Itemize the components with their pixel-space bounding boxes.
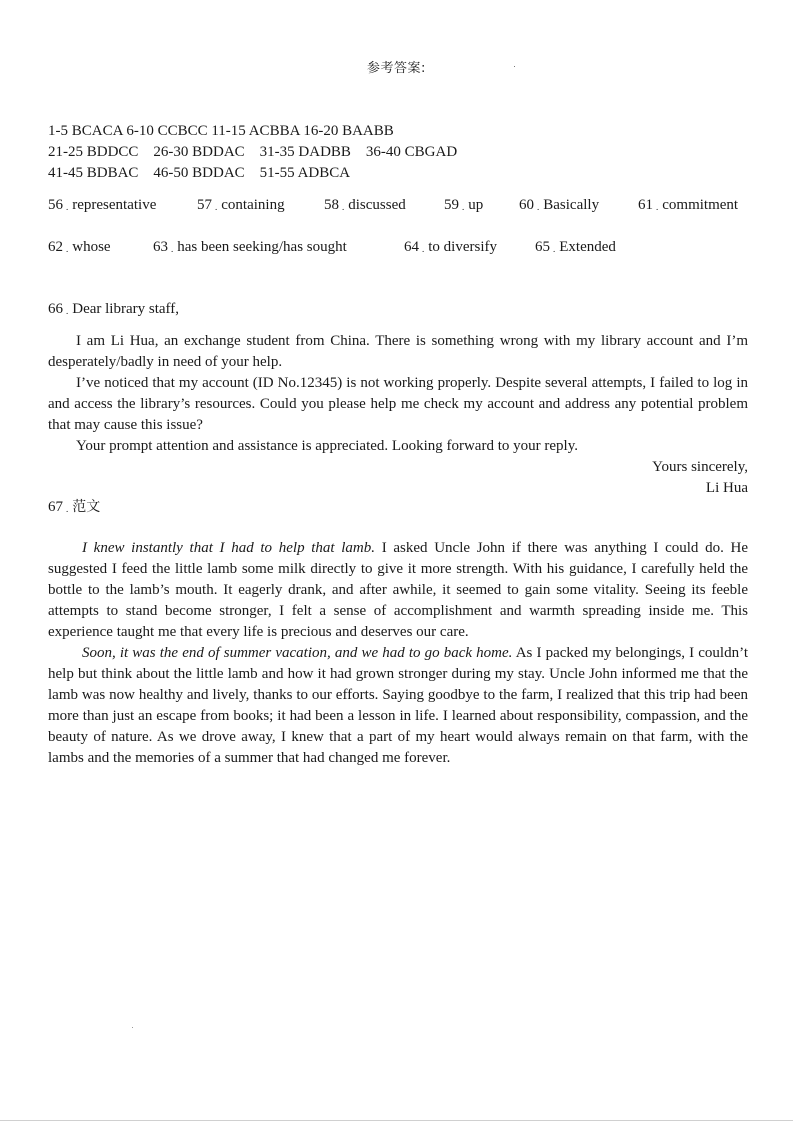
letter-signature: Li Hua — [705, 480, 748, 496]
answer-text: Basically — [543, 197, 600, 213]
question-number: 67 — [48, 499, 63, 515]
page-header: 参考答案: — [367, 61, 426, 76]
paragraph-body: I asked Uncle John if there was anything I could do. He suggested I feed the little lamb some milk directly to give it more strength. With his guidance, I carefully held the bottle to the lamb’s mouth. It eagerly drank, and after awhile, it seemed to gain some vitality. Seeing its feeble attempts to stand become stronger, I felt a sense of accomplishment and warmth spreading inside me. This experience taught me that every life is precious and deserves our care. — [48, 540, 749, 640]
question-number: 62 — [48, 239, 63, 255]
letter-greeting-line: 66 . Dear library staff, — [48, 301, 180, 317]
answer-item: 59 . up — [444, 197, 484, 213]
answer-item: 60 . Basically — [519, 197, 600, 213]
fill-in-answers-row-1 — [48, 195, 738, 217]
stray-mark — [132, 1027, 133, 1028]
answer-item: 61 . commitment — [638, 197, 739, 213]
essay-paragraph — [48, 538, 748, 643]
answer-item: 58 . discussed — [324, 197, 406, 213]
answer-line: 21-25 BDDCC 26-30 BDDAC 31-35 DADBB 36-40 CBGAD — [48, 144, 458, 160]
question-66-letter — [48, 299, 748, 499]
letter-paragraph: Your prompt attention and assistance is appreciated. Looking forward to your reply. — [76, 438, 578, 454]
question-number: 57 — [197, 197, 212, 213]
answer-item: 62 . whose — [48, 239, 111, 255]
answer-item: 65 . Extended — [535, 239, 616, 255]
multiple-choice-answers — [48, 121, 457, 184]
fill-in-answers-row-2 — [48, 237, 616, 259]
answer-text: to diversify — [428, 239, 497, 255]
paragraph-body: As I packed my belongings, I couldn’t help but think about the little lamb and how it had grown stronger during my stay. Uncle John informed me that the lamb was now healthy and lively, thanks to our efforts. Saying goodbye to the farm, I realized that this trip had been more than just an escape from books; it had been a lesson in life. I learned about responsibility, compassion, and the beauty of nature. As we drove away, I knew that a part of my heart would always remain on that farm, with the lambs and the memories of a summer that had changed me forever. — [48, 645, 748, 766]
question-number: 56 — [48, 197, 63, 213]
stray-mark — [514, 66, 515, 67]
question-number: 60 — [519, 197, 534, 213]
answer-item: 63 . has been seeking/has sought — [153, 239, 347, 255]
essay-paragraph — [48, 643, 748, 769]
answer-text: discussed — [348, 197, 406, 213]
letter-closing: Yours sincerely, — [652, 459, 748, 475]
question-number: 66 — [48, 301, 63, 317]
question-number: 65 — [535, 239, 550, 255]
question-67-essay — [48, 497, 748, 769]
page-bottom-border — [0, 1120, 793, 1121]
letter-paragraph: I am Li Hua, an exchange student from China. There is something wrong with my library account and I’m desperately/badly in need of your help. — [48, 333, 748, 370]
answer-text: commitment — [662, 197, 739, 213]
answer-item: 56 . representative — [48, 197, 157, 213]
question-number: 61 — [638, 197, 653, 213]
answer-text: representative — [72, 197, 157, 213]
essay-label: 范文 — [72, 499, 101, 515]
question-number: 64 — [404, 239, 419, 255]
paragraph-opening-sentence: I knew instantly that I had to help that lamb. — [82, 540, 376, 556]
answer-line: 1-5 BCACA 6-10 CCBCC 11-15 ACBBA 16-20 BAABB — [48, 123, 394, 139]
answer-text: containing — [221, 197, 285, 213]
answer-text: has been seeking/has sought — [177, 239, 347, 255]
question-number: 59 — [444, 197, 459, 213]
question-number: 58 — [324, 197, 339, 213]
answer-text: up — [468, 197, 484, 213]
essay-heading: 67 . 范文 — [48, 499, 101, 515]
answer-item: 64 . to diversify — [404, 239, 497, 255]
question-number: 63 — [153, 239, 168, 255]
answer-line: 41-45 BDBAC 46-50 BDDAC 51-55 ADBCA — [48, 165, 351, 181]
answer-text: Extended — [559, 239, 616, 255]
answer-item: 57 . containing — [197, 197, 285, 213]
letter-greeting: Dear library staff, — [72, 301, 180, 317]
paragraph-opening-sentence: Soon, it was the end of summer vacation, and we had to go back home. — [82, 645, 513, 661]
answer-text: whose — [72, 239, 111, 255]
letter-paragraph: I’ve noticed that my account (ID No.12345) is not working properly. Despite several attempts, I failed to log in and access the library’s resources. Could you please help me check my account and address any potential problem that may cause this issue? — [48, 375, 748, 433]
